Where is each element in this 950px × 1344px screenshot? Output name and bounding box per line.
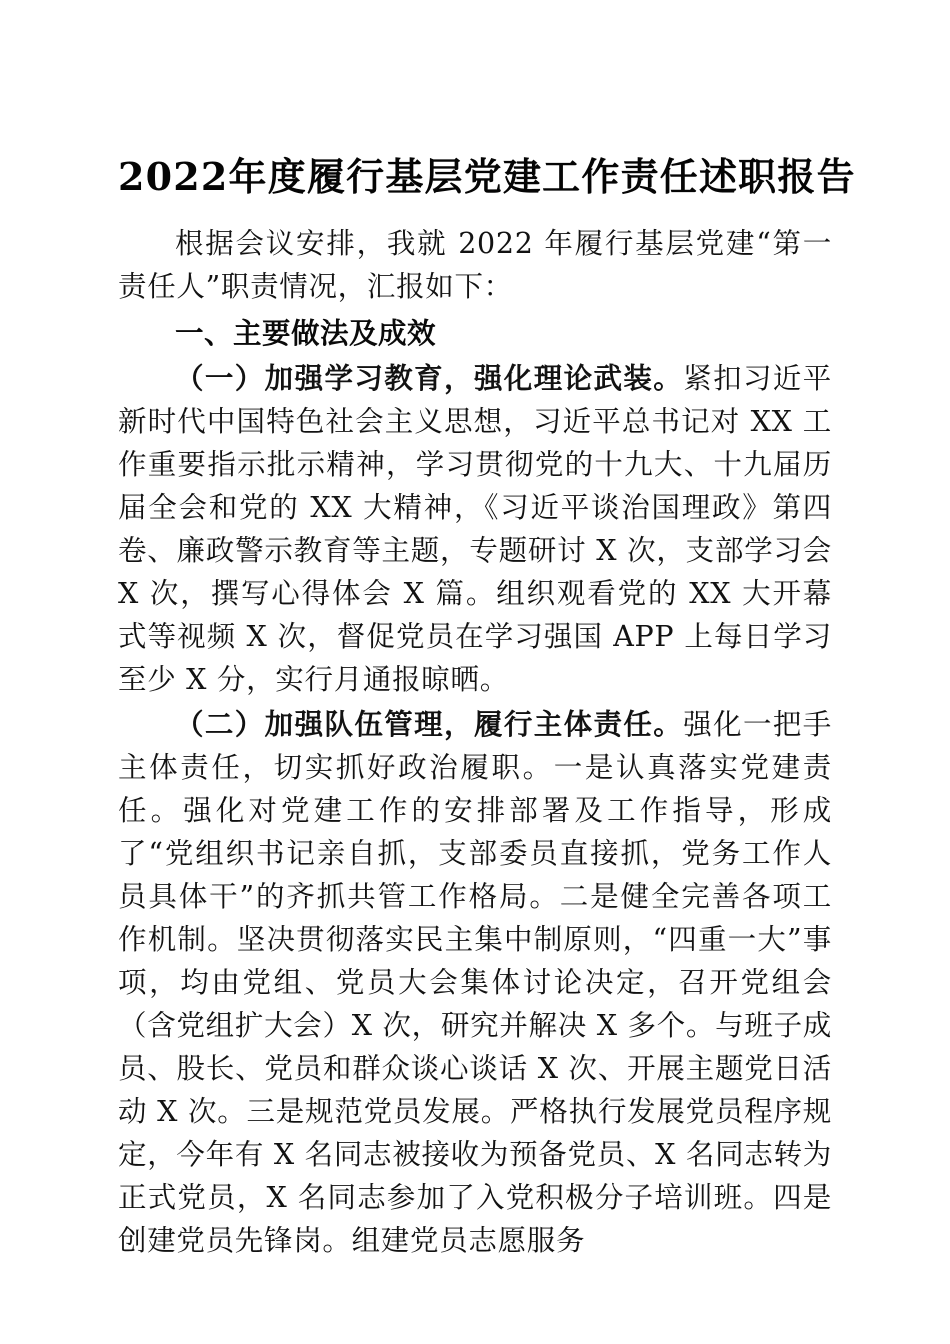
paragraph-lead: （一）加强学习教育，强化理论武装。 [175, 361, 684, 395]
section-heading-1: 一、主要做法及成效 [175, 317, 437, 350]
page-title: 2022年度履行基层党建工作责任述职报告 [118, 154, 856, 200]
paragraph-intro [118, 222, 832, 308]
paragraph-text: 根据会议安排，我就 2022 年履行基层党建“第一责任人”职责情况，汇报如下： [118, 227, 832, 303]
document-body [118, 222, 832, 1262]
paragraph-sub-1 [118, 357, 832, 701]
paragraph-text: 强化一把手主体责任，切实抓好政治履职。一是认真落实党建责任。强化对党建工作的安排部署及工作指导，形成了“党组织书记亲自抓，支部委员直接抓，党务工作人员具体干”的齐抓共管工作格局。二是健全完善各项工作机制。坚决贯彻落实民主集中制原则，“四重一大”事项，均由党组、党员大会集体讨论决定，召开党组会（含党组扩大会）X 次，研究并解决 X 多个。与班子成员、股长、党员和群众谈心谈话 X 次、开展主题党日活动 X 次。三是规范党员发展。严格执行发展党员程序规定，今年有 X 名同志被接收为预备党员、X 名同志转为正式党员，X 名同志参加了入党积极分子培训班。四是创建党员先锋岗。组建党员志愿服务 [118, 708, 832, 1257]
paragraph-sub-2 [118, 703, 832, 1262]
paragraph-lead: （二）加强队伍管理，履行主体责任。 [175, 707, 684, 741]
paragraph-text: 紧扣习近平新时代中国特色社会主义思想，习近平总书记对 XX 工作重要指示批示精神，学习贯彻党的十九大、十九届历届全会和党的 XX 大精神，《习近平谈治国理政》第四卷、廉政警示教育等主题，专题研讨 X 次，支部学习会 X 次，撰写心得体会 X 篇。组织观看党的 XX 大开幕式等视频 X 次，督促党员在学习强国 APP 上每日学习至少 X 分，实行月通报晾晒。 [118, 362, 832, 696]
